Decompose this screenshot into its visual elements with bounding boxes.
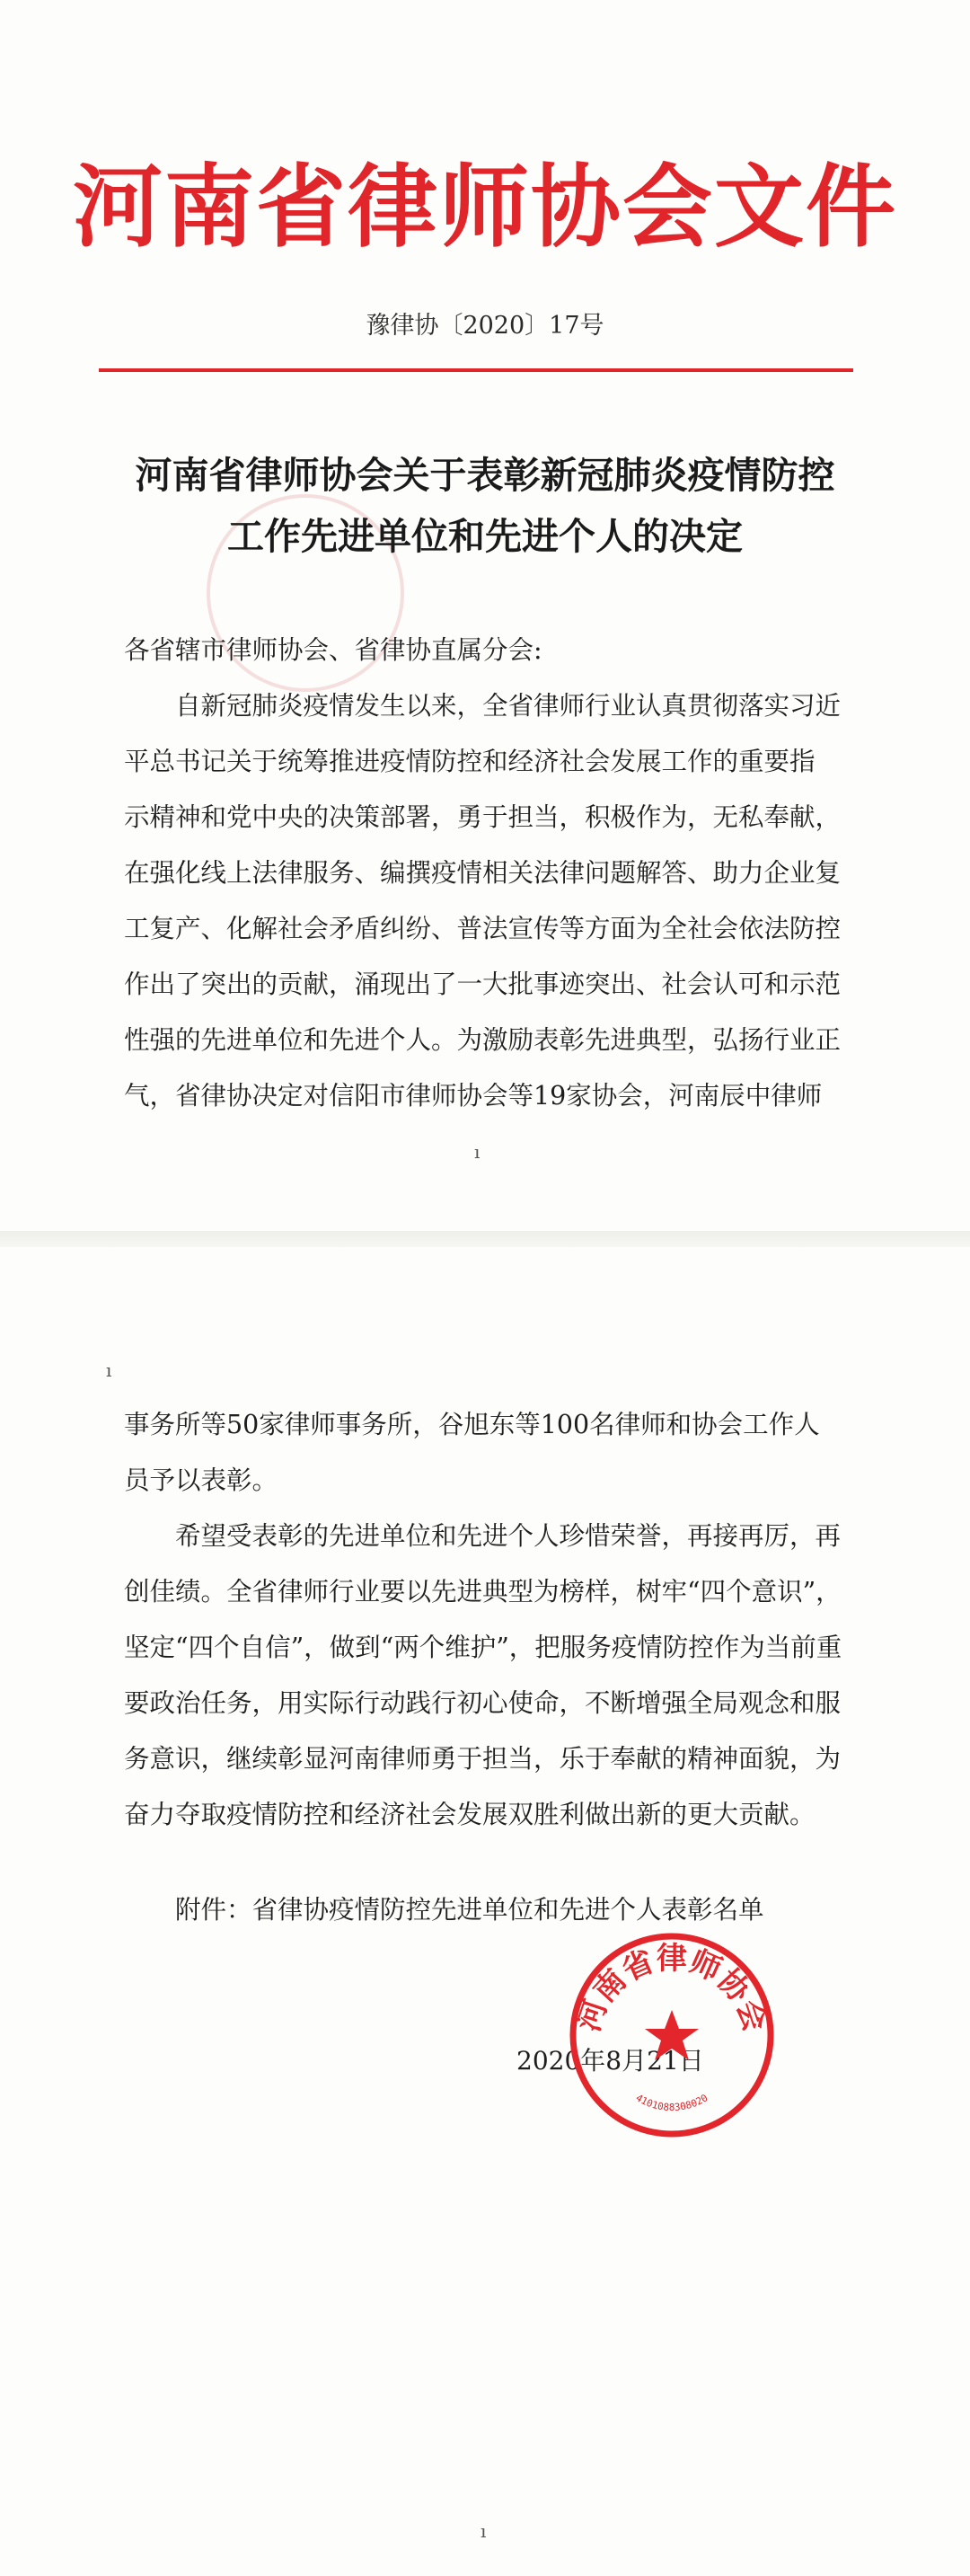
addressee-line: 各省辖市律师协会、省律协直属分会: — [124, 635, 542, 665]
body-line: 平总书记关于统筹推进疫情防控和经济社会发展工作的重要指 — [124, 747, 816, 776]
body-line: 坚定“四个自信”，做到“两个维护”，把服务疫情防控作为当前重 — [124, 1633, 842, 1662]
document-header-title: 河南省律师协会文件 — [73, 154, 897, 260]
body-line: 性强的先进单位和先进个人。为激励表彰先进典型，弘扬行业正 — [124, 1025, 842, 1055]
decision-title-line-1: 河南省律师协会关于表彰新冠肺炎疫情防控 — [135, 454, 835, 497]
document-date: 2020年8月21日 — [516, 2046, 704, 2076]
document-page-1 — [0, 0, 970, 1231]
body-line: 希望受表彰的先进单位和先进个人珍惜荣誉，再接再厉，再 — [175, 1521, 842, 1551]
page2-body — [124, 1397, 860, 1938]
body-line: 创佳绩。全省律师行业要以先进典型为榜样，树牢“四个意识”， — [124, 1577, 842, 1607]
body-line: 气，省律协决定对信阳市律师协会等19家协会，河南辰中律师 — [124, 1081, 823, 1111]
decision-title-line-2: 工作先进单位和先进个人的决定 — [227, 515, 743, 558]
decision-title — [0, 445, 970, 567]
body-line: 工复产、化解社会矛盾纠纷、普法宣传等方面为全社会依法防控 — [124, 914, 842, 943]
body-line: 奋力夺取疫情防控和经济社会发展双胜利做出新的更大贡献。 — [124, 1800, 816, 1829]
seal-name-text: 河南省律师协会 — [570, 1941, 773, 2036]
attachment-text: 附件：省律协疫情防控先进单位和先进个人表彰名单 — [175, 1895, 764, 1925]
document-number: 豫律协〔2020〕17号 — [366, 312, 604, 340]
body-line: 要政治任务，用实际行动践行初心使命，不断增强全局观念和服 — [124, 1688, 842, 1718]
body-line: 员予以表彰。 — [124, 1465, 278, 1495]
star-icon — [645, 2010, 699, 2060]
scan-mark: ı — [481, 2520, 487, 2542]
page1-body — [124, 623, 860, 1124]
body-line: 务意识，继续彰显河南律师勇于担当，乐于奉献的精神面貌，为 — [124, 1744, 842, 1774]
page-gap — [0, 1231, 970, 1247]
body-line: 作出了突出的贡献，涌现出了一大批事迹突出、社会认可和示范 — [124, 969, 842, 999]
header-divider-line — [99, 368, 853, 372]
body-line: 在强化线上法律服务、编撰疫情相关法律问题解答、助力企业复 — [124, 858, 842, 888]
body-line: 事务所等50家律师事务所，谷旭东等100名律师和协会工作人 — [124, 1410, 820, 1439]
body-line: 自新冠肺炎疫情发生以来，全省律师行业认真贯彻落实习近 — [175, 691, 842, 721]
body-line: 示精神和党中央的决策部署，勇于担当，积极作为，无私奉献， — [124, 802, 842, 832]
seal-code-text: 4101088308020 — [633, 2092, 710, 2114]
scan-mark: ı — [106, 1359, 112, 1381]
official-seal — [564, 1927, 780, 2143]
scan-mark: ı — [474, 1141, 481, 1163]
